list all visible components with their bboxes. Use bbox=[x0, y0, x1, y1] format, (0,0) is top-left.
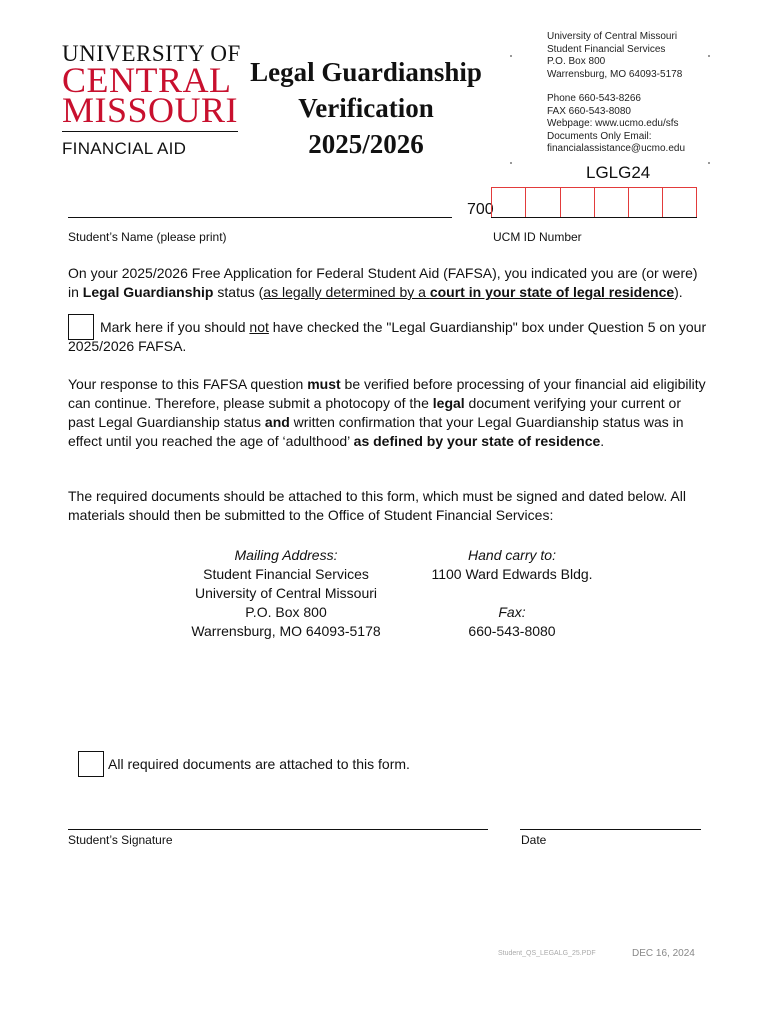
corner-mark bbox=[708, 55, 710, 57]
mailing-address bbox=[190, 546, 382, 641]
address-box: P.O. Box 800 bbox=[547, 56, 606, 67]
mailing-line: Student Financial Services bbox=[203, 566, 369, 582]
checkbox-paragraph: Mark here if you should not have checked the "Legal Guardianship" box under Question 5 on your 2025/2026 FAFSA. bbox=[68, 319, 707, 354]
address-fax: FAX 660-543-8080 bbox=[547, 105, 631, 117]
id-digit-box[interactable] bbox=[491, 187, 525, 218]
documents-attached-label: All required documents are attached to this form. bbox=[108, 756, 410, 772]
id-digit-box[interactable] bbox=[525, 187, 559, 218]
ucm-id-label: UCM ID Number bbox=[493, 230, 582, 244]
address-web: Webpage: www.ucmo.edu/sfs bbox=[547, 118, 679, 129]
address-docs-label: Documents Only Email: bbox=[547, 130, 652, 142]
ucm-logo bbox=[62, 41, 241, 159]
mailing-line: University of Central Missouri bbox=[194, 585, 378, 601]
footer-date: DEC 16, 2024 bbox=[632, 948, 695, 959]
office-address-block bbox=[547, 31, 685, 156]
address-email: financialassistance@ucmo.edu bbox=[547, 143, 686, 154]
footer-filename: Student_QS_LEGALG_25.PDF bbox=[498, 950, 596, 957]
id-digit-box[interactable] bbox=[662, 187, 696, 218]
logo-university-of: UNIVERSITY OF bbox=[62, 41, 241, 66]
address-city: Warrensburg, MO 64093-5178 bbox=[547, 68, 683, 80]
mailing-line: Warrensburg, MO 64093-5178 bbox=[191, 623, 381, 639]
id-digit-box[interactable] bbox=[594, 187, 628, 218]
date-label: Date bbox=[521, 833, 547, 847]
address-phone: Phone 660-543-8266 bbox=[547, 93, 641, 104]
signature-field[interactable] bbox=[68, 829, 488, 830]
fax-number: 660-543-8080 bbox=[468, 623, 556, 639]
id-prefix: 700 bbox=[467, 201, 494, 218]
address-org: University of Central Missouri bbox=[547, 31, 678, 42]
student-name-label: Student’s Name (please print) bbox=[68, 230, 227, 244]
verification-paragraph: Your response to this FAFSA question must be verified before processing of your financial aid eligibility can continue. Therefore, please submit a photocopy of the legal document verifying your current or past Legal Guardianship status and written confirmation that your Legal Guardianship status was in effect until you reached the age of ‘adulthood’ as defined by your state of residence. bbox=[68, 376, 706, 449]
signature-label: Student’s Signature bbox=[68, 833, 173, 847]
hand-carry-address bbox=[420, 546, 604, 641]
logo-central: CENTRAL bbox=[62, 60, 232, 100]
logo-missouri: MISSOURI bbox=[62, 90, 239, 130]
fax-heading: Fax: bbox=[498, 604, 526, 620]
title-line-2: Verification bbox=[298, 93, 434, 123]
carry-heading: Hand carry to: bbox=[468, 547, 556, 563]
corner-mark bbox=[510, 55, 512, 57]
id-digit-box[interactable] bbox=[628, 187, 662, 218]
carry-location: 1100 Ward Edwards Bldg. bbox=[431, 566, 593, 582]
logo-financial-aid: FINANCIAL AID bbox=[62, 139, 187, 158]
address-dept: Student Financial Services bbox=[547, 43, 666, 55]
mailing-line: P.O. Box 800 bbox=[245, 604, 327, 620]
corner-mark bbox=[510, 162, 512, 164]
documents-attached-checkbox[interactable] bbox=[78, 751, 104, 777]
title-line-1: Legal Guardianship bbox=[250, 57, 482, 87]
mailing-heading: Mailing Address: bbox=[234, 547, 338, 563]
corner-mark bbox=[708, 162, 710, 164]
form-title bbox=[244, 54, 488, 162]
date-field[interactable] bbox=[520, 829, 701, 830]
student-name-field[interactable] bbox=[68, 217, 452, 218]
id-underline bbox=[491, 217, 697, 218]
title-year: 2025/2026 bbox=[308, 129, 424, 159]
submission-paragraph: The required documents should be attached to this form, which must be signed and dated below. All materials should then be submitted to the Office of Student Financial Services: bbox=[68, 488, 686, 523]
form-code: LGLG24 bbox=[586, 163, 651, 182]
logo-divider bbox=[62, 131, 238, 132]
intro-paragraph: On your 2025/2026 Free Application for Federal Student Aid (FAFSA), you indicated you are (or were) in Legal Guardianship status (as legally determined by a court in your state of legal residence). bbox=[68, 265, 698, 300]
id-digit-box[interactable] bbox=[560, 187, 594, 218]
ucm-id-field[interactable] bbox=[491, 187, 697, 218]
